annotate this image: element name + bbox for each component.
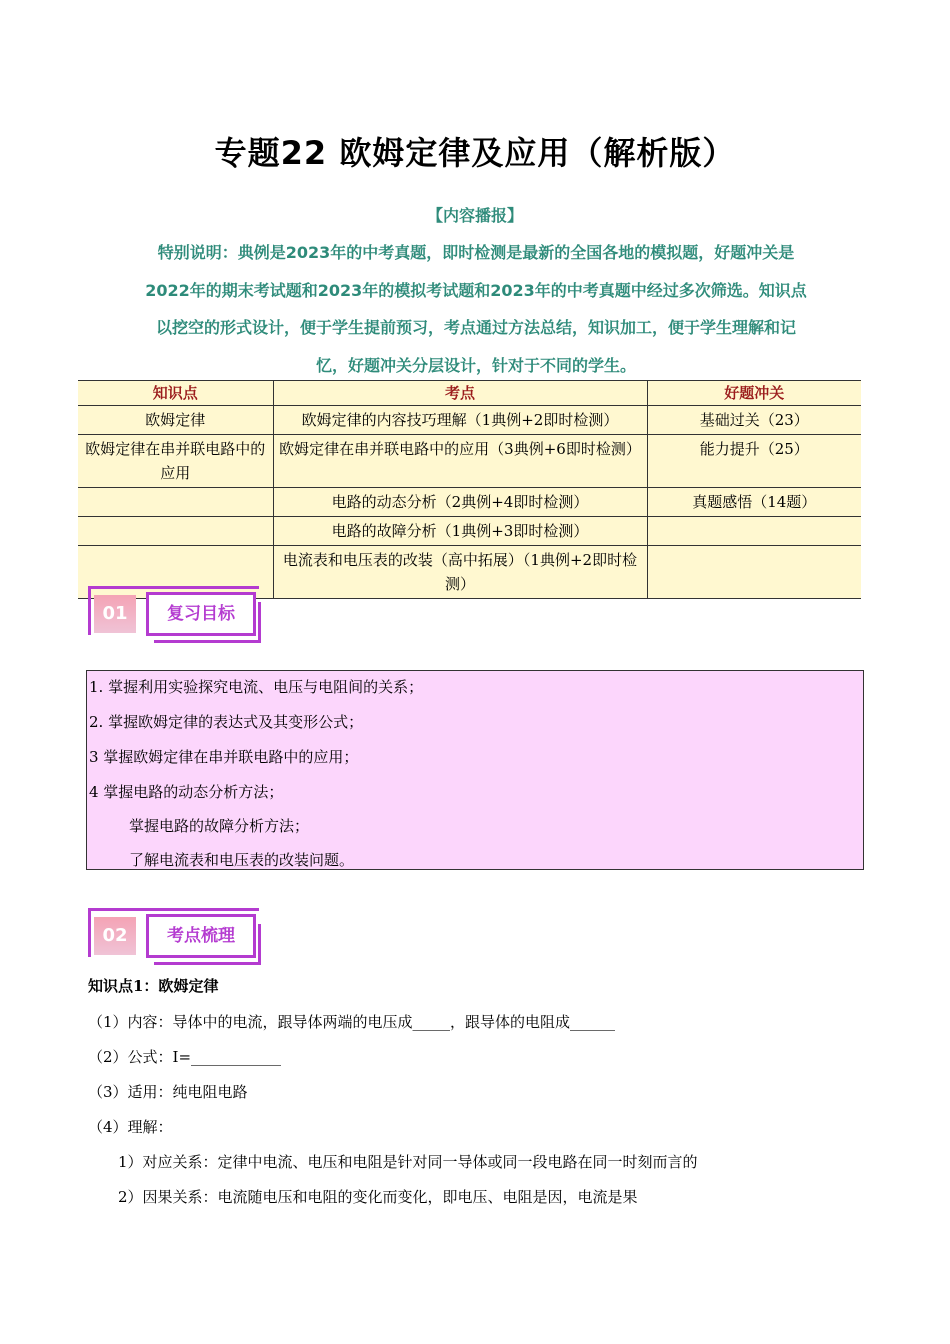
kp1-line: （1）内容：导体中的电流，跟导体两端的电压成_____，跟导体的电阻成______ bbox=[88, 1013, 616, 1031]
table-header-row bbox=[78, 381, 861, 406]
table-header: 考点 bbox=[273, 381, 647, 406]
table-cell: 电路的故障分析（1典例+3即时检测） bbox=[273, 517, 647, 546]
intro-line: 特别说明：典例是2023年的中考真题，即时检测是最新的全国各地的模拟题，好题冲关是 bbox=[157, 243, 795, 262]
kp1-heading: 知识点1：欧姆定律 bbox=[88, 977, 219, 995]
table-row bbox=[78, 517, 861, 546]
goal-item: 1. 掌握利用实验探究电流、电压与电阻间的关系； bbox=[89, 678, 424, 696]
intro-line: 2022年的期末考试题和2023年的模拟考试题和2023年的中考真题中经过多次筛选。知识点 bbox=[145, 280, 807, 300]
section-badge-key-points bbox=[88, 908, 268, 964]
kp1-line: （3）适用：纯电阻电路 bbox=[88, 1083, 248, 1101]
table-cell bbox=[647, 546, 861, 599]
goal-item: 掌握电路的故障分析方法； bbox=[129, 817, 310, 835]
table-cell: 基础过关（23） bbox=[647, 406, 861, 435]
table-cell: 欧姆定律在串并联电路中的应用 bbox=[78, 435, 273, 488]
knowledge-table bbox=[78, 380, 861, 599]
table-cell: 欧姆定律的内容技巧理解（1典例+2即时检测） bbox=[273, 406, 647, 435]
intro-line: 忆，好题冲关分层设计，针对于不同的学生。 bbox=[315, 355, 636, 375]
table-header: 知识点 bbox=[78, 381, 273, 406]
table-header: 好题冲关 bbox=[647, 381, 861, 406]
table-cell bbox=[647, 517, 861, 546]
kp1-line: （4）理解： bbox=[88, 1118, 173, 1136]
table-cell: 欧姆定律在串并联电路中的应用（3典例+6即时检测） bbox=[273, 435, 647, 488]
content-broadcast-label: 【内容播报】 bbox=[426, 206, 523, 225]
table-cell: 真题感悟（14题） bbox=[647, 488, 861, 517]
table-cell: 电路的动态分析（2典例+4即时检测） bbox=[273, 488, 647, 517]
section-number: 02 bbox=[94, 917, 136, 955]
table-cell bbox=[78, 488, 273, 517]
review-goals-box bbox=[86, 670, 864, 870]
table-cell: 电流表和电压表的改装（高中拓展）（1典例+2即时检测） bbox=[273, 546, 647, 599]
section-title: 考点梳理 bbox=[146, 914, 256, 958]
kp1-line: 1）对应关系：定律中电流、电压和电阻是针对同一导体或同一段电路在同一时刻而言的 bbox=[118, 1153, 698, 1171]
table-cell bbox=[78, 517, 273, 546]
table-row bbox=[78, 406, 861, 435]
table-row bbox=[78, 435, 861, 488]
kp1-line: 2）因果关系：电流随电压和电阻的变化而变化，即电压、电阻是因，电流是果 bbox=[118, 1188, 638, 1206]
table-cell: 欧姆定律 bbox=[78, 406, 273, 435]
section-number: 01 bbox=[94, 595, 136, 633]
table-cell: 能力提升（25） bbox=[647, 435, 861, 488]
goal-item: 了解电流表和电压表的改装问题。 bbox=[129, 851, 355, 869]
goal-item: 3 掌握欧姆定律在串并联电路中的应用； bbox=[89, 748, 359, 766]
section-title: 复习目标 bbox=[146, 592, 256, 636]
intro-line: 以挖空的形式设计，便于学生提前预习，考点通过方法总结，知识加工，便于学生理解和记 bbox=[155, 318, 796, 337]
section-badge-review-goals bbox=[88, 586, 268, 642]
kp1-line: （2）公式：I=____________ bbox=[88, 1048, 282, 1066]
goal-item: 2. 掌握欧姆定律的表达式及其变形公式； bbox=[89, 713, 364, 731]
goal-item: 4 掌握电路的动态分析方法； bbox=[89, 783, 284, 801]
table-row bbox=[78, 488, 861, 517]
intro-paragraph bbox=[88, 234, 864, 384]
page-title: 专题22 欧姆定律及应用（解析版） bbox=[214, 134, 736, 172]
